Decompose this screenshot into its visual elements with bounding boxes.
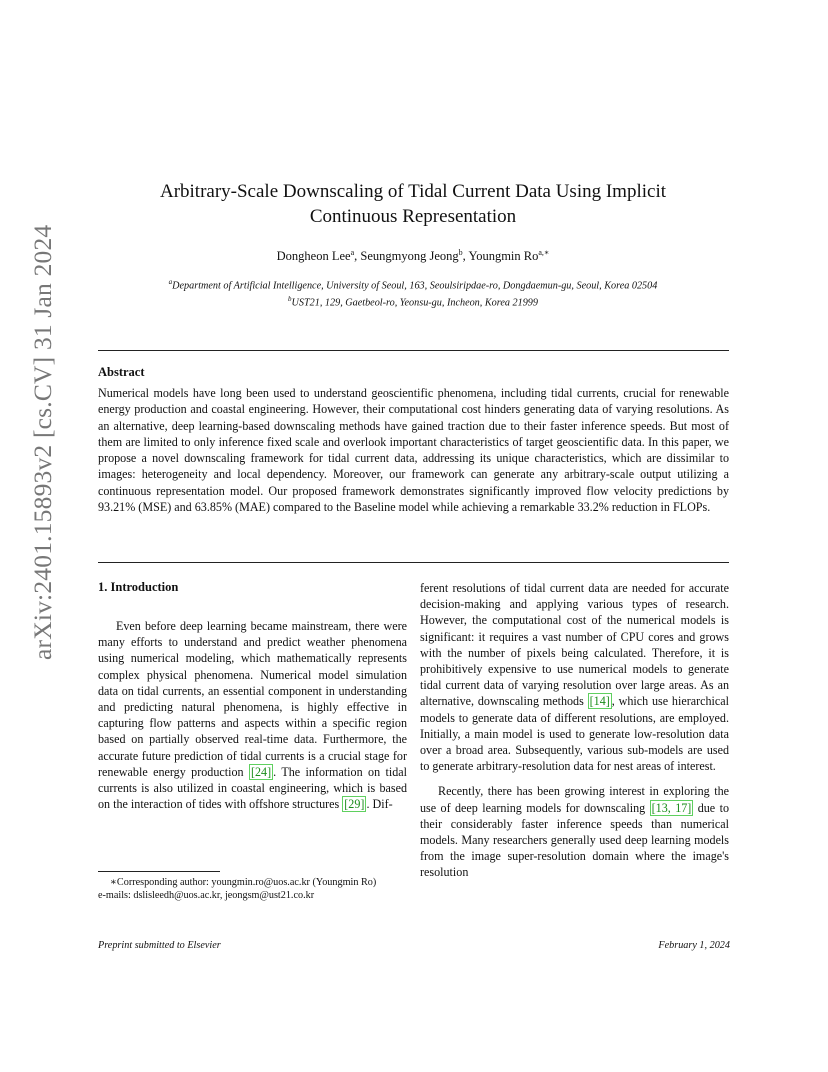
section-heading: 1. Introduction [98,580,179,594]
affiliation-sup: a [168,278,173,286]
author-sup: a [350,248,355,257]
title-line-2: Continuous Representation [309,206,517,227]
footnote-rule [98,871,220,872]
text-run: due to their considerably faster inference speeds than numerical models. Many researchers generally used deep learning models from the image super-resolution domain where the image's resolution [420,800,729,880]
affiliation-text: Department of Artificial Intelligence, University of Seoul, 163, Seoulsiripdae-ro, Dongdaemun-gu, Seoul, Korea 02504 [172,280,658,292]
author-sup: b [458,248,463,257]
intro-paragraph-2 [420,783,729,880]
affiliation-sup: b [288,294,292,303]
abstract-heading: Abstract [98,365,145,379]
arxiv-stamp [20,224,60,660]
affiliations [98,276,728,310]
intro-paragraph-1-cont [420,580,729,774]
text-run: ferent resolutions of tidal current data are needed for accurate decision-making and applying various types of research. However, the computational cost of the numerical models is significant: it requires a vast number of CPU cores and grows with the number of pixels being calculated. Therefore, it is prohibitively expensive to use numerical models to generate tidal current data of varying resolution over large areas. As an alternative, downscaling methods [420,581,729,709]
author-sup: a,∗ [538,248,550,257]
text-run: Recently, there has been growing interest in exploring the use of deep learning models for downscaling [420,784,729,815]
citation-link[interactable]: [14] [589,694,610,709]
footer-left: Preprint submitted to Elsevier [98,940,221,951]
affiliation-text: UST21, 129, Gaetbeol-ro, Yeonsu-gu, Incheon, Korea 21999 [291,297,538,309]
footer-date: February 1, 2024 [658,940,730,951]
citation-link[interactable]: [29] [344,797,365,812]
author-name: Seungmyong Jeong [360,249,459,264]
abstract-text: Numerical models have long been used to understand geoscientific phenomena, including tidal currents, crucial for renewable energy production and coastal engineering. However, their computational cost hinders generating data of varying resolutions. As an alternative, deep learning-based downscaling methods have gained traction due to their faster inference speeds. But most of them are limited to only inference fixed scale and overlook important characteristics of target geoscientific data. In this paper, we propose a novel downscaling framework for tidal current data, addressing its unique characteristics, which are dissimilar to images: heterogeneity and local dependency. Moreover, our framework can generate any arbitrary-scale output utilizing a continuous representation model. Our proposed framework demonstrates significantly improved flow velocity predictions by 93.21% (MSE) and 63.85% (MAE) compared to the Baseline model while achieving a remarkable 33.2% reduction in FLOPs. [98,386,729,515]
citation-link[interactable]: [24] [250,764,272,779]
footnote-emails: e-mails: dslisleedh@uos.ac.kr, jeongsm@ust21.co.kr [98,890,315,902]
affiliation-b [98,293,728,310]
title-line-1: Arbitrary-Scale Downscaling of Tidal Current Data Using Implicit [159,181,667,202]
footnotes [98,876,407,903]
author-name: Youngmin Ro [468,249,539,264]
author-name: Dongheon Lee [276,249,351,264]
text-run: . Dif- [366,797,393,812]
text-run: . The information on tidal currents is also utilized in coastal engineering, which is based on the interaction of tides with offshore structures [98,764,408,812]
affiliation-a [98,276,728,293]
text-run: Even before deep learning became mainstream, there were many efforts to understand and predict weather phenomena using numerical modeling, which mathematically represents complex physical phenomena. Numerical model simulation data on tidal currents, an essential component in understanding and predicting natural phenomena, is highly effective in capturing flow patterns and aspects within a specific region based on partially observed real-time data. Furthermore, the accurate future prediction of tidal currents is a crucial stage for renewable energy production [98,619,407,779]
intro-paragraph-1 [98,618,407,812]
abstract-bottom-rule [98,562,729,563]
citation-link[interactable]: [13, 17] [651,800,692,815]
arxiv-stamp-text: arXiv:2401.15893v2 [cs.CV] 31 Jan 2024 [28,224,57,660]
left-column [98,618,407,812]
footnote-corresponding: ∗Corresponding author: youngmin.ro@uos.ac.kr (Youngmin Ro) [110,877,377,888]
paper-title [98,179,728,229]
abstract-top-rule [98,350,729,351]
author-list: Dongheon Lee$^a$, Seungmyong Jeong$^b$, Youngmin $Ro^{a,∗}$ [276,248,550,264]
text-run: , which use hierarchical models to generate data of different resolutions, are employed. Initially, a main model is used to generate low-resolution data over a broad area. Subsequently, various sub-models are used to generate arbitrary-resolution data for nest areas of interest. [420,694,729,774]
right-column [420,580,729,881]
